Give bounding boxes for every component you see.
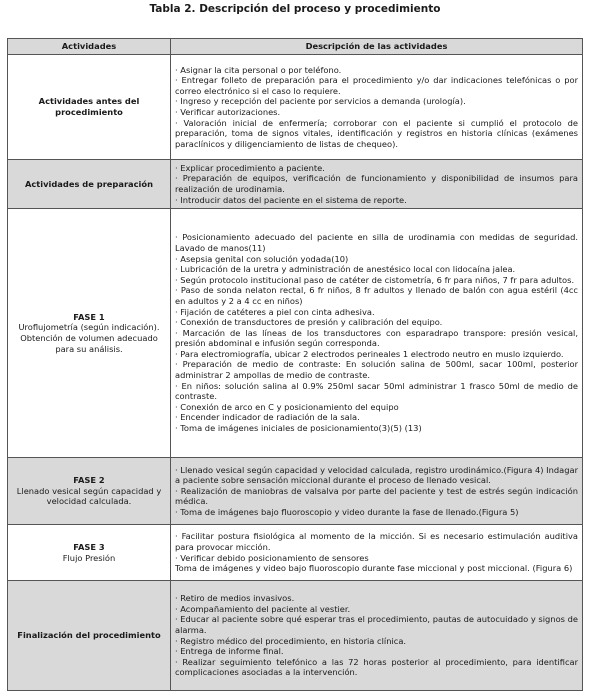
description-line: · Encender indicador de radiación de la sala.	[175, 412, 360, 423]
activity-cell	[8, 525, 171, 581]
description-line: Toma de imágenes y video bajo fluoroscopio durante fase miccional y post miccional. (Figura 6)	[175, 563, 573, 574]
description-line: · Verificar debido posicionamiento de sensores	[175, 552, 369, 563]
activity-title: Finalización del procedimiento	[17, 630, 161, 641]
description-line: · En niños: solución salina al 0.9% 250ml sacar 50ml administrar 1 frasco 50ml de medio de contraste.	[175, 380, 578, 402]
description-line: · Ingreso y recepción del paciente por servicios a demanda (urología).	[175, 96, 466, 107]
description-line: · Fijación de catéteres a piel con cinta adhesiva.	[175, 306, 375, 317]
activity-cell	[8, 458, 171, 525]
activity-title: Actividades de preparación	[24, 178, 154, 189]
table-row	[8, 160, 583, 209]
description-line: · Introducir datos del paciente en el sistema de reporte.	[175, 194, 407, 205]
description-line: · Paso de sonda nelaton rectal, 6 fr niños, 8 fr adultos y llenado de balón con agua estéril (4cc en adultos y 2 a 4 cc en niños)	[175, 285, 578, 306]
description-cell	[171, 209, 583, 458]
description-cell	[171, 525, 583, 581]
description-line: · Entregar folleto de preparación para el procedimiento y/o dar indicaciones telefónicas o por correo electrónico si el caso lo requiere.	[175, 75, 578, 96]
description-line: · Llenado vesical según capacidad y velocidad calculada, registro urodinámico.(Figura 4) Indagar a paciente sobre sensación miccional durante el proceso de llenado vesical.	[175, 464, 578, 486]
description-line: · Preparación de medio de contraste: En solución salina de 500ml, sacar 100ml, posterior administrar 2 ampollas de medio de contraste.	[175, 359, 578, 381]
description-cell	[171, 581, 583, 691]
description-line: · Retiro de medios invasivos.	[175, 593, 295, 604]
activity-cell	[8, 581, 171, 691]
description-line: · Acompañamiento del paciente al vestier.	[175, 603, 351, 614]
table-row	[8, 209, 583, 458]
description-line: · Toma de imágenes iniciales de posicionamiento(3)(5) (13)	[175, 423, 422, 434]
description-line: · Para electromiografía, ubicar 2 electrodos perineales 1 electrodo neutro en muslo izquierdo.	[175, 348, 564, 359]
description-line: · Conexión de arco en C y posicionamiento del equipo	[175, 401, 399, 412]
description-cell	[171, 55, 583, 160]
description-line: · Lubricación de la uretra y administración de anestésico local con lidocaína jalea.	[175, 264, 516, 275]
description-line: · Realización de maniobras de valsalva por parte del paciente y test de estrés según indicación médica.	[175, 485, 578, 507]
table-row	[8, 55, 583, 160]
header-activities: Actividades	[8, 39, 171, 55]
header-row	[8, 39, 583, 55]
activity-subtitle: Uroflujometría (según indicación). Obtención de volumen adecuado para su análisis.	[18, 322, 160, 354]
description-line: · Verificar autorizaciones.	[175, 107, 281, 117]
activity-title: FASE 3	[73, 541, 105, 552]
table-row	[8, 458, 583, 525]
header-description: Descripción de las actividades	[171, 39, 583, 55]
activity-subtitle: Llenado vesical según capacidad y velocidad calculada.	[16, 485, 162, 507]
table-caption: Tabla 2. Descripción del proceso y procedimiento	[149, 3, 441, 15]
table-body	[8, 55, 583, 691]
description-cell	[171, 160, 583, 209]
description-line: · Educar al paciente sobre qué esperar tras el procedimiento, pautas de autocuidado y signos de alarma.	[175, 614, 578, 635]
description-line: · Conexión de transductores de presión y calibración del equipo.	[175, 317, 443, 328]
description-line: · Según protocolo institucional paso de catéter de cistometría, 6 fr para niños, 7 fr para adultos.	[175, 274, 575, 285]
description-cell	[171, 458, 583, 525]
description-line: · Facilitar postura fisiológica al momento de la micción. Si es necesario estimulación auditiva para provocar micción.	[175, 531, 578, 552]
table-row	[8, 525, 583, 581]
description-line: · Explicar procedimiento a paciente.	[175, 162, 325, 173]
description-line: · Asepsia genital con solución yodada(10)	[175, 253, 349, 264]
process-table	[7, 38, 583, 691]
description-line: · Asignar la cita personal o por teléfono.	[175, 64, 342, 75]
description-line: · Toma de imágenes bajo fluoroscopio y video durante la fase de llenado.(Figura 5)	[175, 506, 519, 517]
activity-title: FASE 1	[73, 311, 105, 322]
description-line: · Marcación de las líneas de los transductores con esparadrapo transpore: presión vesical, presión abdominal e infusión según corresponda.	[175, 327, 578, 349]
description-line: · Posicionamiento adecuado del paciente en silla de urodinamia con medidas de seguridad. Lavado de manos(11)	[175, 232, 578, 253]
description-line: · Realizar seguimiento telefónico a las 72 horas posterior al procedimiento, para identificar complicaciones asociadas a la intervención.	[175, 656, 578, 678]
description-line: · Valoración inicial de enfermería; corroborar con el paciente si cumplió el protocolo de preparación, toma de signos vitales, identificación y registros en historia clínicas (exámenes paraclínicos y diligenciamiento de listas de chequeo).	[175, 117, 578, 149]
activity-title: FASE 2	[73, 475, 105, 486]
activity-cell	[8, 55, 171, 160]
activity-title: Actividades antes del procedimiento	[38, 96, 140, 117]
activity-cell	[8, 160, 171, 209]
table-row	[8, 581, 583, 691]
activity-cell	[8, 209, 171, 458]
activity-subtitle: Flujo Presión	[62, 552, 116, 563]
description-line: · Preparación de equipos, verificación de funcionamiento y disponibilidad de insumos para realización de urodinamia.	[175, 173, 578, 194]
description-line: · Entrega de informe final.	[175, 646, 284, 657]
description-line: · Registro médico del procedimiento, en historia clínica.	[175, 635, 407, 646]
